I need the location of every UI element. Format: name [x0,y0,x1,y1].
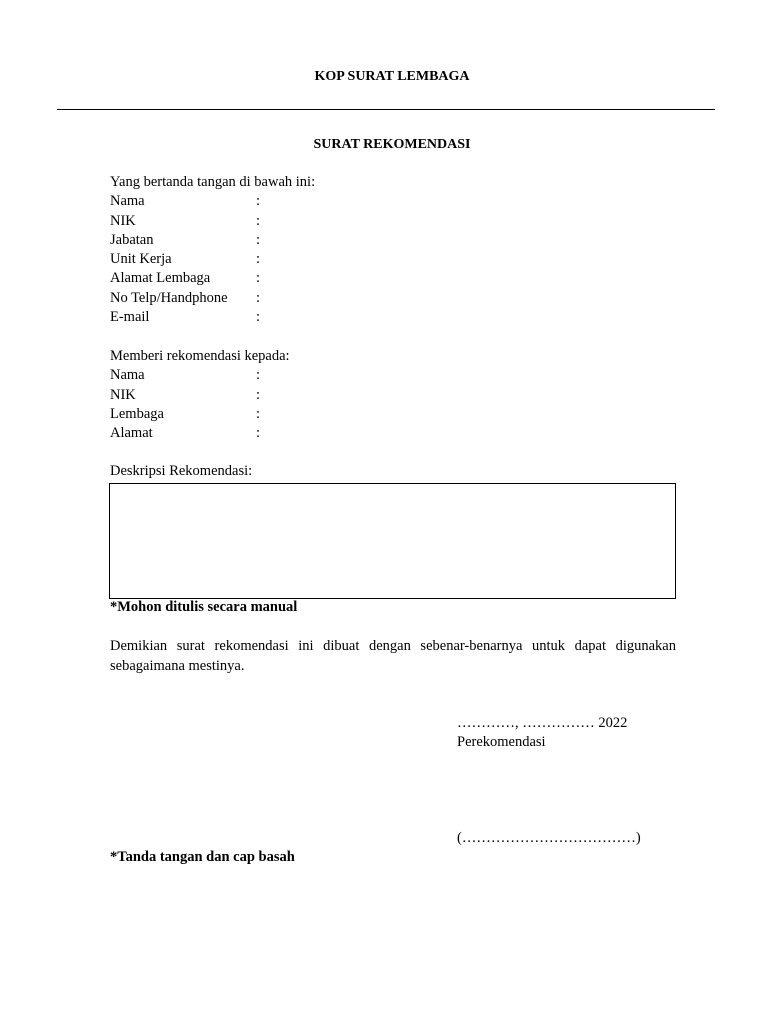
signature-note: *Tanda tangan dan cap basah [110,849,295,865]
signature-place-date: …………, …………… 2022 [457,715,628,731]
recommender-field-jabatan [110,231,315,250]
document-title: SURAT REKOMENDASI [313,137,471,152]
field-colon: : [256,367,261,384]
field-label: Lembaga [110,405,164,422]
field-label: Alamat Lembaga [110,270,211,287]
field-colon: : [256,231,261,248]
recommender-intro: Yang bertanda tangan di bawah ini: [110,174,316,190]
field-colon: : [256,289,261,306]
field-colon: : [256,425,261,442]
signature-role: Perekomendasi [457,734,546,750]
closing-line-1: Demikian surat rekomendasi ini dibuat dengan sebenar-benarnya untuk dapat digunakan [110,638,676,654]
recommender-field-email [110,308,315,327]
description-label: Deskripsi Rekomendasi: [110,463,253,479]
signature-name-placeholder: (………………………………) [457,830,641,846]
recipient-field-alamat [110,424,290,443]
field-label: NIK [110,212,136,229]
field-label: NIK [110,386,136,403]
field-colon: : [256,270,261,287]
field-label: Nama [110,367,145,384]
field-colon: : [256,193,261,210]
field-label: Alamat [110,425,153,442]
field-colon: : [256,386,261,403]
recipient-field-nama [110,366,290,385]
letterhead-divider [57,109,715,110]
description-note: *Mohon ditulis secara manual [110,599,298,615]
field-label: E-mail [110,309,150,326]
recommender-field-nama [110,192,315,211]
recipient-field-nik [110,386,290,405]
field-label: Jabatan [110,231,154,248]
field-colon: : [256,212,261,229]
letterhead: KOP SURAT LEMBAGA [314,69,470,84]
recommender-field-alamat-lembaga [110,269,315,288]
recommender-field-unit-kerja [110,250,315,269]
recommender-field-telepon [110,289,315,308]
recommender-field-nik [110,212,315,231]
closing-line-2: sebagaimana mestinya. [110,657,245,674]
recipient-intro: Memberi rekomendasi kepada: [110,348,290,364]
field-label: Nama [110,193,145,210]
recipient-field-lembaga [110,405,290,424]
recipient-section [110,347,290,443]
field-colon: : [256,309,261,326]
closing-paragraph [110,637,676,676]
field-label: No Telp/Handphone [110,289,228,306]
recommender-section [110,173,315,327]
field-label: Unit Kerja [110,251,172,268]
field-colon: : [256,251,261,268]
field-colon: : [256,405,261,422]
description-box [109,483,676,599]
